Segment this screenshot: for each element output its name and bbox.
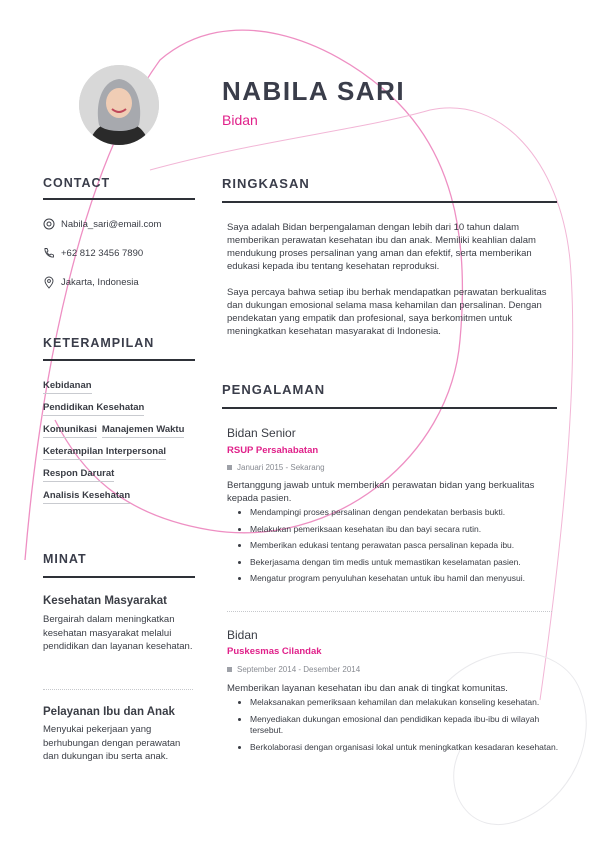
skill-row xyxy=(43,468,195,482)
skill-tag: Respon Darurat xyxy=(43,468,114,482)
job-summary: Bertanggung jawab untuk memberikan perawatan bidan yang berkualitas kepada pasien. xyxy=(227,480,535,504)
job-bullets xyxy=(238,507,560,590)
skill-row xyxy=(43,446,195,460)
phone-icon xyxy=(43,247,55,259)
interest-description: Bergairah dalam meningkatkan kesehatan masyarakat melalui pendidikan dan layanan kesehatan. xyxy=(43,614,193,652)
list-item: • Memberikan edukasi tentang perawatan pasca persalinan kepada ibu. xyxy=(250,540,560,552)
job-organization: Puskesmas Cilandak xyxy=(227,646,322,657)
experience-heading: PENGALAMAN xyxy=(222,382,326,397)
profile-photo xyxy=(79,65,159,145)
location-text: Jakarta, Indonesia xyxy=(61,277,139,288)
calendar-icon xyxy=(227,667,232,672)
avatar xyxy=(79,65,159,145)
skills-heading: KETERAMPILAN xyxy=(43,336,155,350)
page-title: NABILA SARI xyxy=(222,76,406,106)
skill-row xyxy=(43,380,195,394)
interest-description: Menyukai pekerjaan yang berhubungan dengan perawatan dan dukungan ibu serta anak. xyxy=(43,724,181,762)
skill-tag: Analisis Kesehatan xyxy=(43,490,130,504)
location-pin-icon xyxy=(43,276,55,289)
job-title: Bidan xyxy=(227,628,258,642)
list-item: • Melaksanakan pemeriksaan kehamilan dan melakukan konseling kesehatan. xyxy=(250,697,560,709)
skill-row xyxy=(43,402,195,416)
list-item: • Mengatur program penyuluhan kesehatan untuk ibu hamil dan menyusui. xyxy=(250,573,560,585)
list-item: • Bekerjasama dengan tim medis untuk memastikan keselamatan pasien. xyxy=(250,557,560,569)
dotted-divider xyxy=(227,611,552,612)
dotted-divider xyxy=(43,689,193,690)
summary-heading: RINGKASAN xyxy=(222,176,310,191)
job-date xyxy=(227,463,325,472)
skill-tag: Pendidikan Kesehatan xyxy=(43,402,144,416)
job-role: Bidan xyxy=(222,112,258,128)
job-date-text: September 2014 - Desember 2014 xyxy=(237,665,361,674)
skill-tag: Manajemen Waktu xyxy=(102,424,185,438)
divider xyxy=(222,201,557,203)
email-text: Nabila_sari@email.com xyxy=(61,218,162,230)
list-item: • Mendampingi proses persalinan dengan pendekatan berbasis bukti. xyxy=(250,507,560,519)
divider xyxy=(43,198,195,200)
skills-list xyxy=(43,380,195,512)
divider xyxy=(43,576,195,578)
skill-tag: Keterampilan Interpersonal xyxy=(43,446,166,460)
contact-email[interactable] xyxy=(43,218,161,230)
skill-tag: Kebidanan xyxy=(43,380,92,394)
skill-row xyxy=(43,424,195,438)
summary-paragraph: Saya adalah Bidan berpengalaman dengan lebih dari 10 tahun dalam memberikan perawatan kesehatan ibu dan anak. Memiliki keahlian dalam mendukung proses persalinan yang aman dan efektif, serta memberikan edukasi kepada ibu tentang kesehatan reproduksi. xyxy=(227,222,536,272)
list-item: • Menyediakan dukungan emosional dan pendidikan kepada ibu-ibu di wilayah tersebut. xyxy=(250,714,560,737)
phone-text: +62 812 3456 7890 xyxy=(61,247,144,259)
at-icon xyxy=(43,218,55,230)
job-organization: RSUP Persahabatan xyxy=(227,445,319,456)
contact-heading: CONTACT xyxy=(43,176,111,190)
job-title: Bidan Senior xyxy=(227,426,296,440)
contact-phone[interactable] xyxy=(43,247,143,259)
interests-heading: MINAT xyxy=(43,552,87,566)
interest-title: Pelayanan Ibu dan Anak xyxy=(43,706,175,718)
list-item: • Berkolaborasi dengan organisasi lokal untuk meningkatkan kesadaran kesehatan. xyxy=(250,742,560,754)
contact-location xyxy=(43,276,139,289)
skill-tag: Komunikasi xyxy=(43,424,97,438)
divider xyxy=(222,407,557,409)
list-item: • Melakukan pemeriksaan kesehatan ibu dan bayi secara rutin. xyxy=(250,524,560,536)
job-date xyxy=(227,665,360,674)
divider xyxy=(43,359,195,361)
job-summary: Memberikan layanan kesehatan ibu dan anak di tingkat komunitas. xyxy=(227,683,508,694)
calendar-icon xyxy=(227,465,232,470)
interest-title: Kesehatan Masyarakat xyxy=(43,595,168,607)
job-bullets xyxy=(238,697,560,758)
job-date-text: Januari 2015 - Sekarang xyxy=(237,463,325,472)
summary-paragraph: Saya percaya bahwa setiap ibu berhak mendapatkan perawatan berkualitas dan dukungan emosional selama masa kehamilan dan persalinan. Dengan pendekatan yang empatik dan profesional, saya berkomitmen untuk meningkatkan kesehatan masyarakat di Indonesia. xyxy=(227,287,547,337)
skill-row xyxy=(43,490,195,504)
